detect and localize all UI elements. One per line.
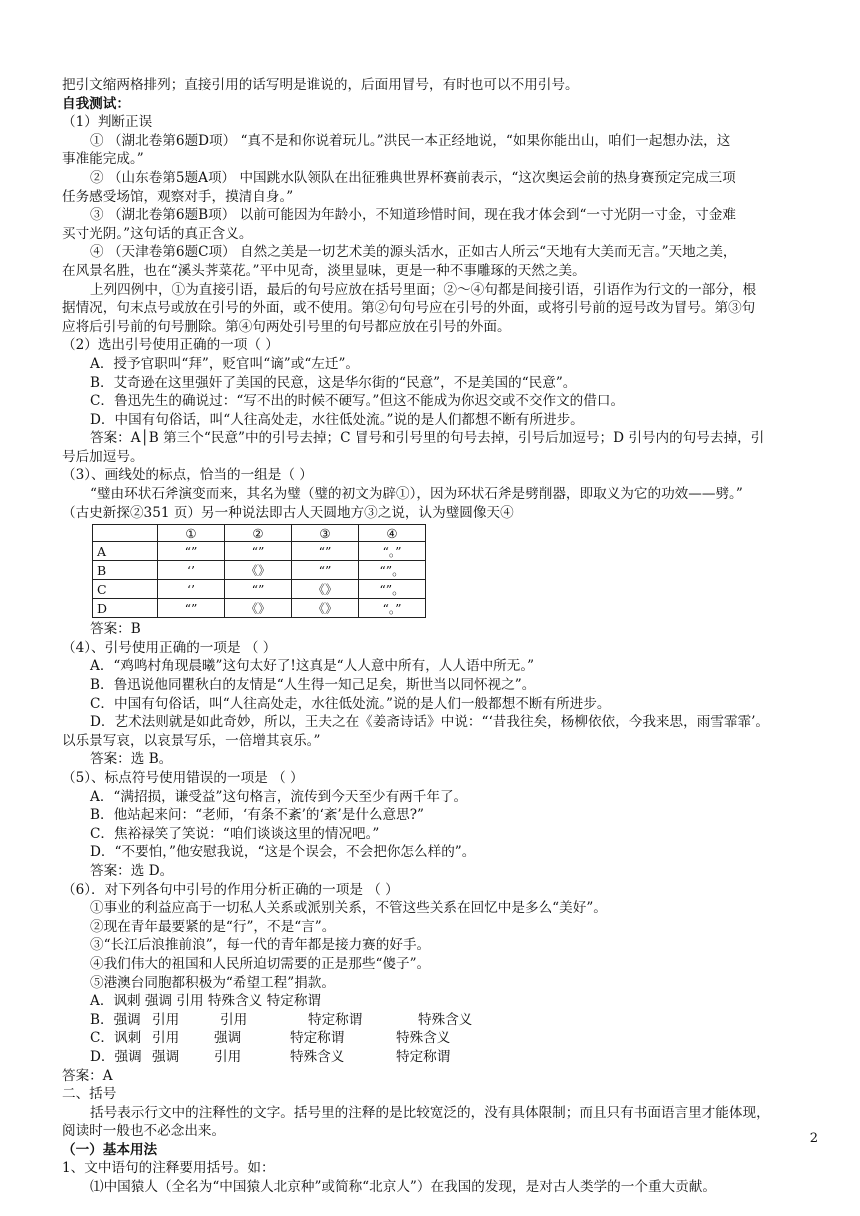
page-number: 2 [809,1131,818,1146]
text-line: ④ （天津卷第6题C项） 自然之美是一切艺术美的源头活水，正如古人所云“天地有大美而无言。”天地之美， [90,244,737,261]
option-a: A．授予官职叫“拜”，贬官叫“谪”或“左迁”。 [90,355,360,372]
sentence-item: ③“长江后浪推前浪”，每一代的青年都是接力赛的好手。 [90,937,431,954]
section-heading: 二、括号 [62,1086,117,1103]
option-cell: 特定称谓 [290,1030,345,1047]
table-cell: 《》 [225,599,292,618]
answer-line: 答案：A [62,1067,113,1084]
table-cell: ④ [359,525,426,542]
option-cell: 特定称谓 [396,1048,451,1065]
option-a: A．“鸡鸣村角现晨曦”这句太好了!这真是“人人意中所有，人人语中所无。” [90,658,535,675]
option-d [62,1048,822,1067]
text-line: 事准能完成。” [62,151,144,168]
question-title: （2）选出引号使用正确的一项（ ） [62,337,279,354]
option-cell: 特殊含义 [290,1048,345,1065]
table-cell [93,525,158,542]
table-cell: “。” [359,542,426,561]
table-cell: ① [158,525,225,542]
table-cell: 《》 [292,580,359,599]
table-cell: “” [158,542,225,561]
option-d: D．艺术法则就是如此奇妙，所以，王夫之在《姜斋诗话》中说：“‘昔我往矣，杨柳依依，今我来思，雨雪霏霏’。 [90,714,769,731]
sentence-item: ⑤港澳台同胞都积极为“希望工程”捐款。 [90,974,335,991]
option-cell: 引用 [214,1048,242,1065]
option-cell: D．强调 [90,1048,142,1065]
text-line: ② （山东卷第5题A项） 中国跳水队领队在出征雅典世界杯赛前表示，“这次奥运会前的热身赛预定完成三项 [90,169,736,186]
answer-line: 答案：选 D。 [90,862,174,879]
question-title: （5）、标点符号使用错误的一项是 （ ） [62,770,304,786]
table-row [93,561,426,580]
table-cell: B [93,561,158,580]
punctuation-table [92,524,426,618]
text-line: 据情况，句末点号或放在引号的外面，或不使用。第②句句号应在引号的外面，或将引号前的逗号改为冒号。第③句 [62,300,756,317]
question-title: （1）判断正误 [62,114,153,131]
table-row [93,580,426,599]
text-line: “璧由环状石斧演变而来，其名为璧（璧的初文为辟①），因为环状石斧是劈削器，即取义为它的功效——劈。” [90,486,743,503]
table-cell: “” [158,599,225,618]
text-line: 把引文缩两格排列；直接引用的话写明是谁说的，后面用冒号，有时也可以不用引号。 [62,77,579,93]
option-cell: 引用 [220,1011,248,1028]
table-cell: C [93,580,158,599]
option-cell: 特殊含义 [396,1030,451,1047]
table-cell: “” [225,580,292,599]
table-cell: “” [292,542,359,561]
table-cell: “。” [359,599,426,618]
option-b: B．他站起来问：“老师，‘有条不紊’的‘紊’是什么意思?” [90,807,424,824]
text-line: 括号表示行文中的注释性的文字。括号里的注释的是比较宽泛的，没有具体限制；而且只有书面语言里才能体现， [90,1104,770,1121]
sentence-item: ②现在青年最要紧的是“行”，不是“言”。 [90,918,336,935]
table-row [93,599,426,618]
option-c: C．中国有句俗话，叫“人往高处走，水往低处流。”说的是人们一般都想不断有所进步。 [90,695,611,712]
sentence-item: ①事业的利益应高于一切私人关系或派别关系，不管这些关系在回忆中是多么“美好”。 [90,900,607,917]
text-line: 任务感受场馆，观察对手，摸清自身。” [62,188,294,205]
option-cell: 特定称谓 [308,1011,363,1028]
question-title: （4）、引号使用正确的一项是 （ ） [62,639,277,656]
question-title: （6）．对下列各句中引号的作用分析正确的一项是 （ ） [62,881,399,898]
subsection-heading: （一）基本用法 [62,1141,158,1158]
text-line: 阅读时一般也不必念出来。 [62,1123,226,1140]
option-b: B．鲁迅说他同瞿秋白的友情是“人生得一知己足矣，斯世当以同怀视之”。 [90,677,536,694]
option-cell: 特殊含义 [418,1011,473,1028]
option-a: A．讽刺 强调 引用 特殊含义 特定称谓 [90,993,322,1010]
option-a: A．“满招损，谦受益”这句格言，流传到今天至少有两千年了。 [90,788,468,805]
table-cell: “” [292,561,359,580]
option-c: C．鲁迅先生的确说过：“写不出的时候不硬写。”但这不能成为你迟交或不交作文的借口。 [90,393,625,410]
table-cell: 《》 [225,561,292,580]
table-cell: A [93,542,158,561]
table-row [93,542,426,561]
text-line: 1、文中语句的注释要用括号。如： [62,1160,275,1177]
text-line: ③ （湖北卷第6题B项） 以前可能因为年龄小，不知道珍惜时间，现在我才体会到“一寸光阴一寸金，寸金难 [90,207,736,224]
option-cell: 引用 [152,1030,180,1047]
option-cell: B．强调 [90,1011,141,1028]
answer-line: 答案：选 B。 [90,751,173,768]
table-cell: ‘’ [158,580,225,599]
answer-line: 答案：B [90,621,141,638]
text-line: 号后加逗号。 [62,448,144,465]
text-line: 以乐景写哀，以哀景写乐，一倍增其哀乐。” [62,732,321,749]
question-title: （3）、画线处的标点，恰当的一组是（ ） [62,467,313,484]
table-cell: 《》 [292,599,359,618]
text-line: ⑴中国猿人（全名为“中国猿人北京种”或简称“北京人”）在我国的发现，是对古人类学的一个重大贡献。 [90,1179,716,1196]
table-cell: ‘’ [158,561,225,580]
sentence-item: ④我们伟大的祖国和人民所迫切需要的正是那些“傻子”。 [90,955,431,972]
option-cell: 强调 [152,1048,180,1065]
text-line: 应将后引号前的句号删除。第④句两处引号里的句号都应放在引号的外面。 [62,318,511,335]
table-cell: “” [225,542,292,561]
option-cell: C．讽刺 [90,1030,142,1047]
table-cell: D [93,599,158,618]
table-cell: ③ [292,525,359,542]
document-page [62,76,822,1197]
option-cell: 引用 [152,1011,180,1028]
table-header-row [93,525,426,542]
option-d: D．“不要怕，”他安慰我说，“这是个误会，不会把你怎么样的”。 [90,844,476,861]
option-b [62,1011,822,1030]
option-b: B．艾奇逊在这里强奸了美国的民意，这是华尔街的“民意”，不是美国的“民意”。 [90,374,577,391]
table-cell: “”。 [359,580,426,599]
text-line: （古史新探②351 页）另一种说法即古人天圆地方③之说，认为璧圆像天④ [62,504,514,521]
option-d: D．中国有句俗话，叫“人往高处走，水往低处流。”说的是人们都想不断有所进步。 [90,411,584,428]
option-c [62,1029,822,1048]
section-heading: 自我测试： [62,95,130,112]
text-line: ① （湖北卷第6题D项） “真不是和你说着玩儿。”洪民一本正经地说，“如果你能出山，咱们一起想办法，这 [90,132,731,149]
text-line: 买寸光阴。”这句话的真正含义。 [62,225,253,242]
table-cell: ② [225,525,292,542]
option-c: C．焦裕禄笑了笑说：“咱们谈谈这里的情况吧。” [90,825,380,842]
table-cell: “”。 [359,561,426,580]
text-line: 在风景名胜，也在“溪头荠菜花。”平中见奇，淡里显味，更是一种不事雕琢的天然之美。 [62,262,586,279]
answer-line: 答案：A│B 第三个“民意”中的引号去掉；C 冒号和引号里的句号去掉，引号后加逗号；D 引号内的句号去掉，引 [90,430,765,447]
text-line: 上列四例中，①为直接引语，最后的句号应放在括号里面；②～④句都是间接引语，引语作为行文的一部分，根 [90,281,757,298]
option-cell: 强调 [214,1030,242,1047]
